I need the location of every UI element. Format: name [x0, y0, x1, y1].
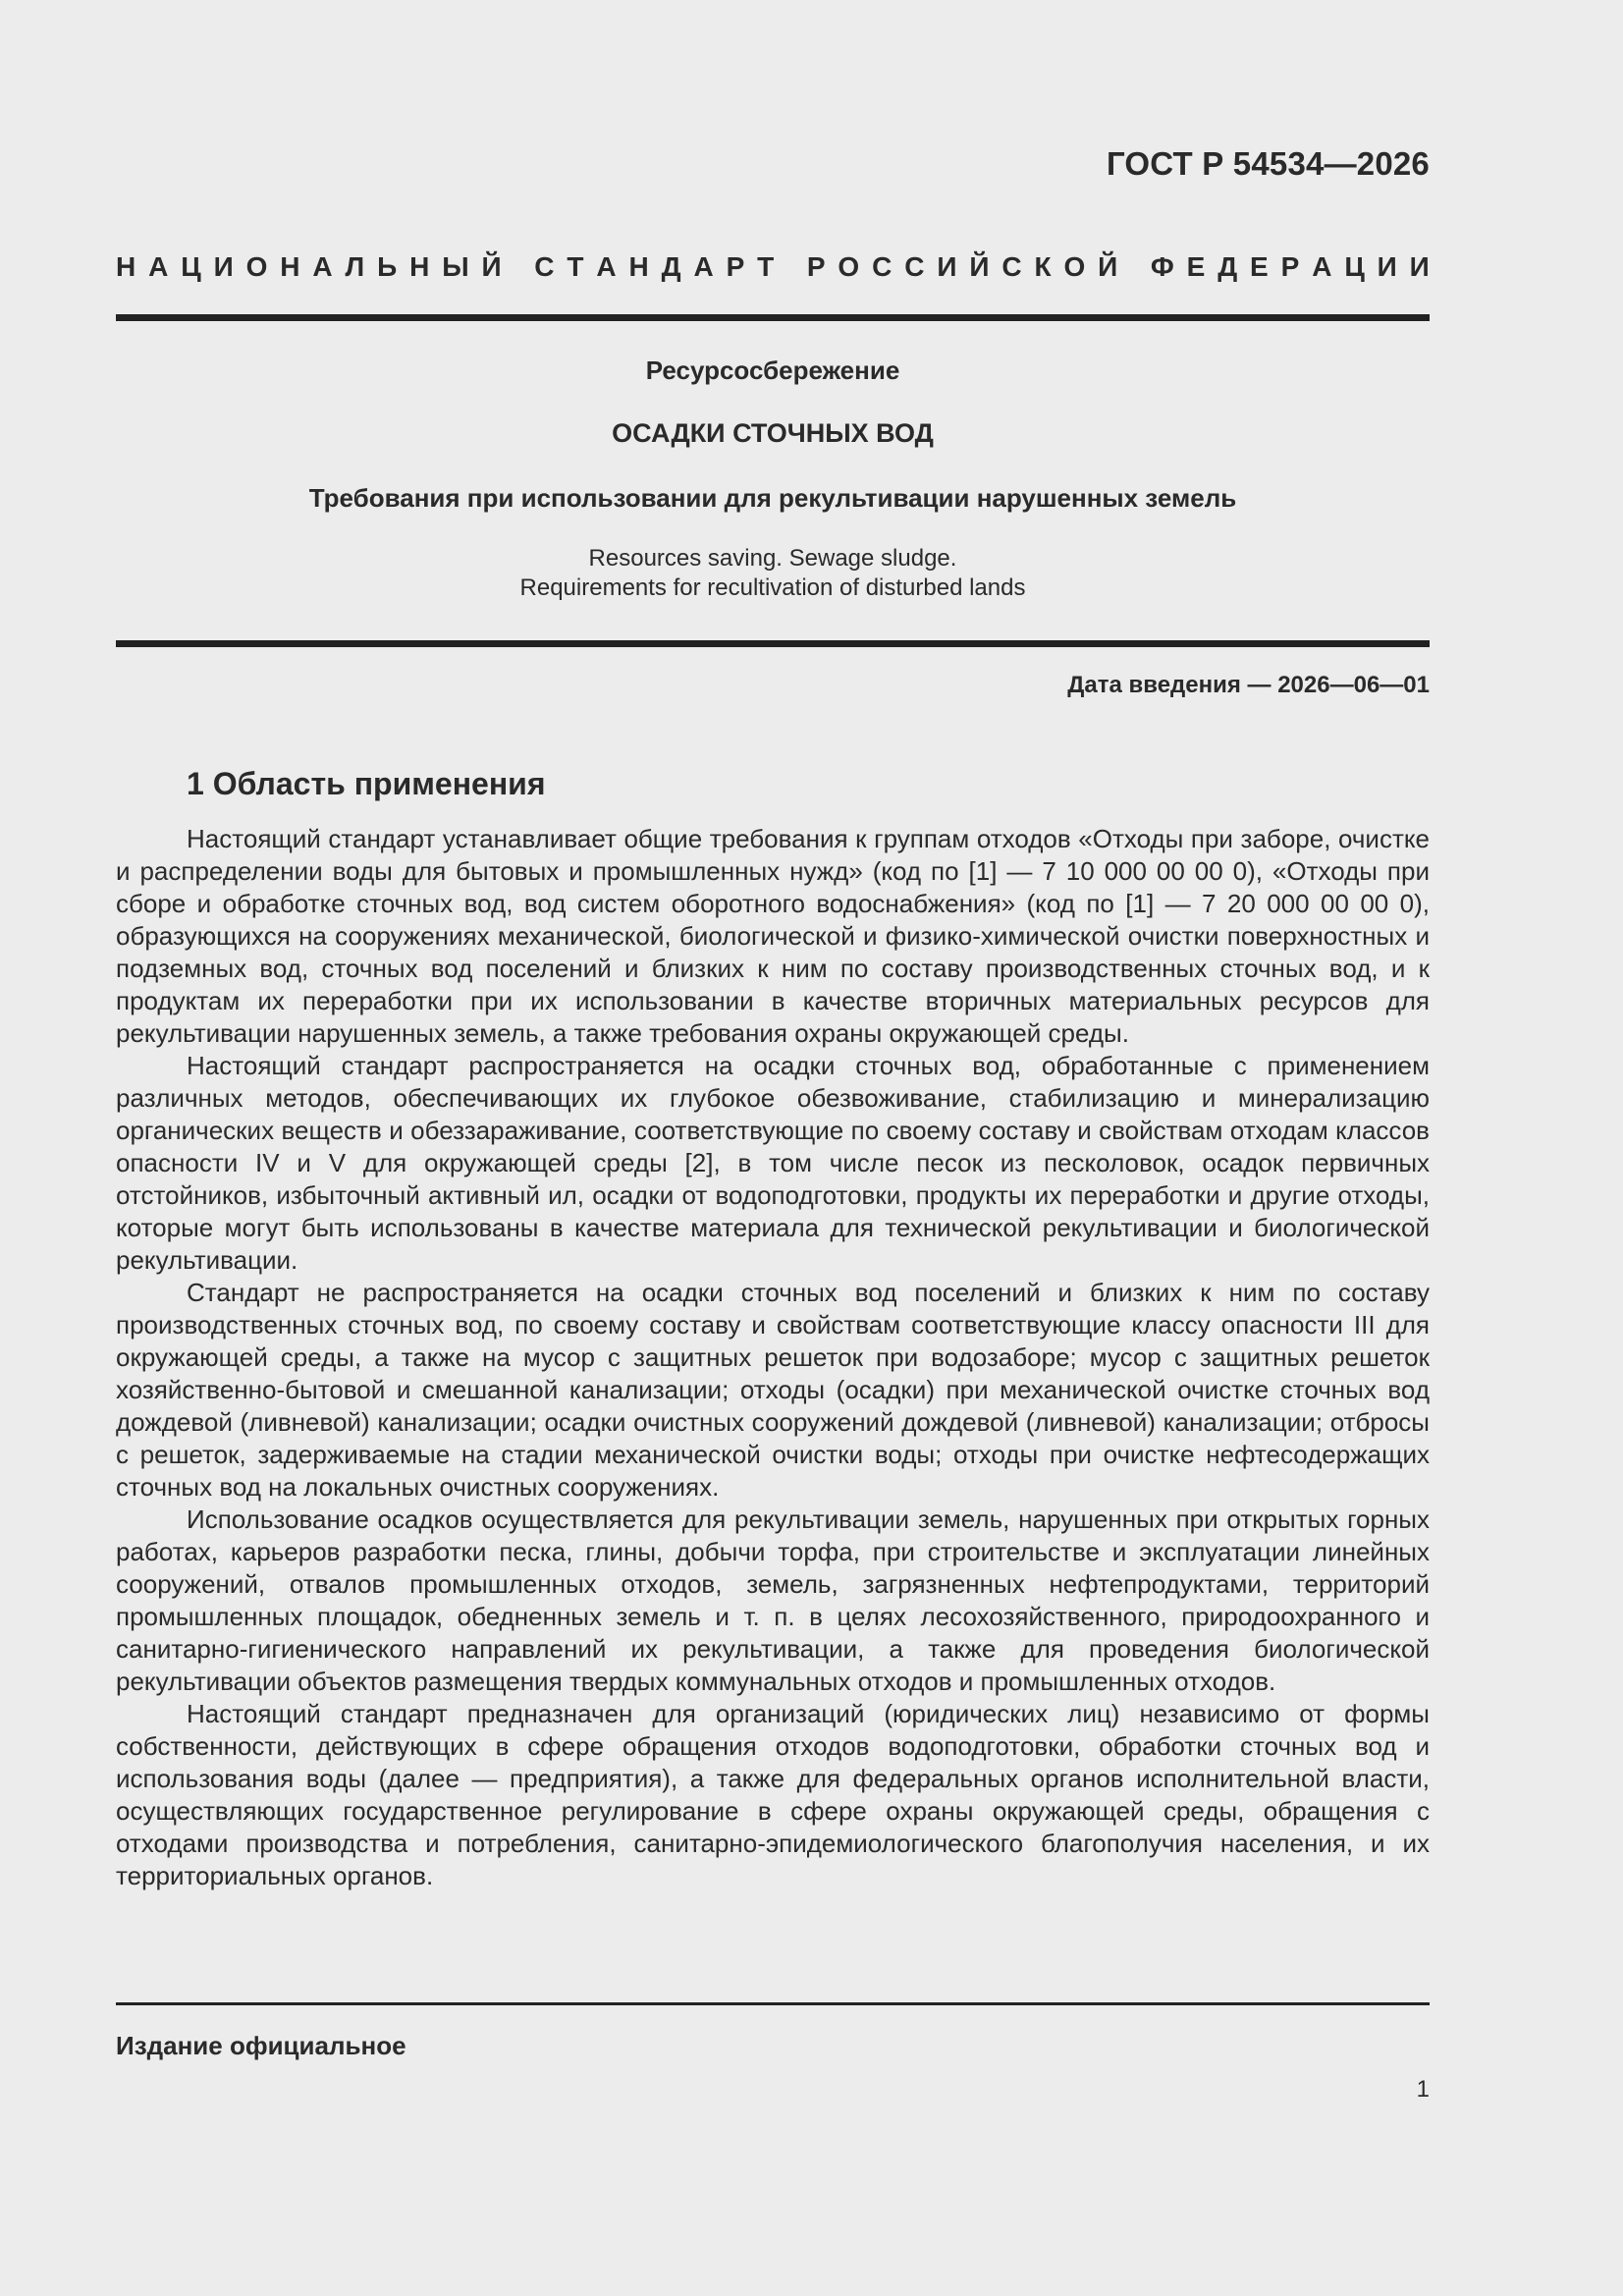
heading-letter: Р	[726, 251, 745, 282]
heading-letter: Н	[409, 251, 430, 282]
heading-letter: Й	[969, 251, 990, 282]
heading-letter: Й	[481, 251, 502, 282]
paragraph: Настоящий стандарт предназначен для организаций (юридических лиц) независимо от формы собственности, действующих в сфере обращения отходов водоподготовки, обработки сточных вод и использования воды (далее — предприятия), а также для федеральных органов исполнительной власти, осуществляющих государственное регулирование в сфере охраны окружающей среды, обращения с отходами производства и потребления, санитарно-эпидемиологического благополучия населения, и их территориальных органов.	[116, 1699, 1430, 1890]
section-body	[116, 823, 1430, 1892]
page-number: 1	[1416, 2076, 1430, 2103]
heading-letter: А	[148, 251, 169, 282]
heading-letter: С	[534, 251, 555, 282]
heading-letter: С	[872, 251, 893, 282]
heading-letter: Ц	[1344, 251, 1365, 282]
heading-letter: И	[1409, 251, 1430, 282]
top-divider	[116, 314, 1430, 321]
heading-letter: К	[1034, 251, 1052, 282]
heading-letter: И	[213, 251, 234, 282]
heading-letter: Н	[116, 251, 136, 282]
heading-letter: Ь	[377, 251, 398, 282]
heading-letter: Е	[1186, 251, 1206, 282]
paragraph: Настоящий стандарт распространяется на осадки сточных вод, обработанные с применением различных методов, обеспечивающих их глубокое обезвоживание, стабилизацию и минерализацию органических веществ и обеззараживание, соответствующие по своему составу и свойствам отходам классов опасности IV и V для окружающей среды [2], в том числе песок из песколовок, осадок первичных отстойников, избыточный активный ил, осадки от водоподготовки, продукты их переработки и другие отходы, которые могут быть использованы в качестве материала для технической рекультивации и биологической рекультивации.	[116, 1051, 1430, 1275]
heading-letter: Р	[806, 251, 826, 282]
heading-letter: Н	[628, 251, 649, 282]
paragraph: Настоящий стандарт устанавливает общие требования к группам отходов «Отходы при заборе, очистке и распределении воды для бытовых и промышленных нужд» (код по [1] — 7 10 000 00 00 0), «Отходы при сборе и обработке сточных вод, вод систем оборотного водоснабжения» (код по [1] — 7 20 000 00 00 0), образующихся на сооружениях механической, биологической и физико-химической очистки поверхностных и подземных вод, сточных вод поселений и близких к ним по составу производственных сточных вод, и к продуктам их переработки при их использовании в качестве вторичных материальных ресурсов для рекультивации нарушенных земель, а также требования охраны окружающей среды.	[116, 824, 1430, 1048]
heading-letter: С	[1001, 251, 1022, 282]
heading-letter: А	[596, 251, 617, 282]
heading-letter: Л	[345, 251, 365, 282]
heading-letter: А	[1312, 251, 1332, 282]
heading-letter: С	[904, 251, 925, 282]
heading-letter: А	[693, 251, 714, 282]
gost-number: ГОСТ Р 54534—2026	[1106, 145, 1430, 182]
document-topic: Ресурсосбережение	[645, 355, 900, 385]
heading-letter: Н	[280, 251, 300, 282]
introduction-date: Дата введения — 2026—06—01	[1067, 672, 1430, 698]
heading-letter: Ы	[442, 251, 469, 282]
heading-letter: Д	[661, 251, 681, 282]
paragraph: Использование осадков осуществляется для рекультивации земель, нарушенных при открытых горных работах, карьеров разработки песка, глины, добычи торфа, при строительстве и эксплуатации линейных сооружений, отвалов промышленных отходов, земель, загрязненных нефтепродуктами, территорий промышленных площадок, обедненных земель и т. п. в целях лесохозяйственного, природоохранного и санитарно-гигиенического направлений их рекультивации, а также для проведения биологической рекультивации объектов размещения твердых коммунальных отходов и промышленных отходов.	[116, 1504, 1430, 1696]
heading-letter: О	[245, 251, 268, 282]
heading-letter: О	[1063, 251, 1086, 282]
document-subtitle: Требования при использовании для рекультивации нарушенных земель	[308, 483, 1237, 513]
paragraph: Стандарт не распространяется на осадки сточных вод поселений и близких к ним по составу производственных сточных вод, по своему составу и свойствам соответствующие классу опасности III для окружающей среды, а также на мусор с защитных решеток при водозаборе; мусор с защитных решеток хозяйственно-бытовой и смешанной канализации; отходы (осадки) при механической очистке сточных вод дождевой (ливневой) канализации; осадки очистных сооружений дождевой (ливневой) канализации; отбросы с решеток, задерживаемые на стадии механической очистки воды; отходы при очистке нефтесодержащих сточных вод на локальных очистных сооружениях.	[116, 1278, 1430, 1502]
heading-letter: Р	[1280, 251, 1300, 282]
footer-divider	[116, 2002, 1430, 2005]
heading-letter: Д	[1217, 251, 1238, 282]
english-title-line-1: Resources saving. Sewage sludge.	[588, 545, 957, 572]
heading-letter: И	[1377, 251, 1397, 282]
heading-letter: Т	[757, 251, 775, 282]
heading-space	[514, 251, 522, 283]
heading-letter: Е	[1250, 251, 1269, 282]
national-standard-heading	[116, 251, 1430, 283]
section-heading: 1 Область применения	[187, 766, 546, 801]
heading-space	[1130, 251, 1138, 283]
middle-divider	[116, 640, 1430, 647]
document-page	[116, 0, 1430, 2296]
edition-label: Издание официальное	[116, 2031, 406, 2060]
heading-letter: Ф	[1150, 251, 1174, 282]
heading-letter: О	[838, 251, 860, 282]
document-title: ОСАДКИ СТОЧНЫХ ВОД	[612, 418, 934, 448]
heading-letter: Ц	[181, 251, 201, 282]
heading-letter: Т	[567, 251, 584, 282]
heading-space	[786, 251, 794, 283]
english-title	[116, 544, 1430, 603]
english-title-line-2: Requirements for recultivation of disturbed lands	[519, 574, 1026, 601]
heading-letter: И	[937, 251, 957, 282]
heading-letter: Й	[1098, 251, 1118, 282]
heading-letter: А	[312, 251, 333, 282]
